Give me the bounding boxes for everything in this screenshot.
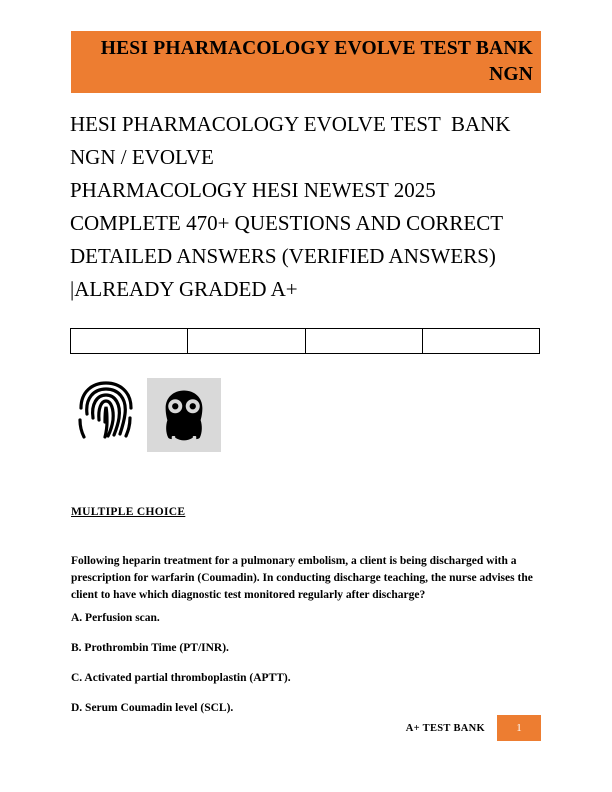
page-number-badge: 1 [497, 715, 541, 741]
header-banner-title: HESI PHARMACOLOGY EVOLVE TEST BANK NGN [100, 37, 533, 85]
table-cell-2 [188, 329, 305, 354]
page-title-line-2: PHARMACOLOGY HESI NEWEST 2025 [70, 178, 436, 202]
answer-choices [71, 610, 541, 730]
table-row [71, 329, 540, 354]
table-cell-1 [71, 329, 188, 354]
page-title-line-3: COMPLETE 470+ QUESTIONS AND CORRECT [70, 211, 504, 235]
answer-choice-b: B. Prothrombin Time (PT/INR). [71, 642, 229, 654]
logo-row [77, 378, 221, 452]
question-text: Following heparin treatment for a pulmonary embolism, a client is being discharged with a prescription for warfarin (Coumadin). In conducting discharge teaching, the nurse advises the client to have which diagnostic test monitored regularly after discharge? [71, 555, 533, 601]
meta-table [70, 328, 540, 354]
owl-icon [147, 378, 221, 452]
section-heading: MULTIPLE CHOICE [71, 506, 186, 518]
table-cell-4 [422, 329, 539, 354]
answer-choice-a: A. Perfusion scan. [71, 612, 160, 624]
header-banner [71, 31, 541, 93]
table-cell-3 [305, 329, 422, 354]
page-title-line-5: |ALREADY GRADED A+ [70, 277, 298, 301]
answer-choice-c: C. Activated partial thromboplastin (APTT). [71, 672, 291, 684]
footer-label: A+ TEST BANK [405, 722, 485, 734]
page-title [70, 108, 550, 306]
page-title-line-4: DETAILED ANSWERS (VERIFIED ANSWERS) [70, 244, 496, 268]
page-title-line-1: HESI PHARMACOLOGY EVOLVE TEST BANK NGN / EVOLVE [70, 112, 516, 169]
page-footer [71, 715, 541, 741]
fingerprint-icon [77, 378, 135, 440]
answer-choice-d: D. Serum Coumadin level (SCL). [71, 702, 234, 714]
